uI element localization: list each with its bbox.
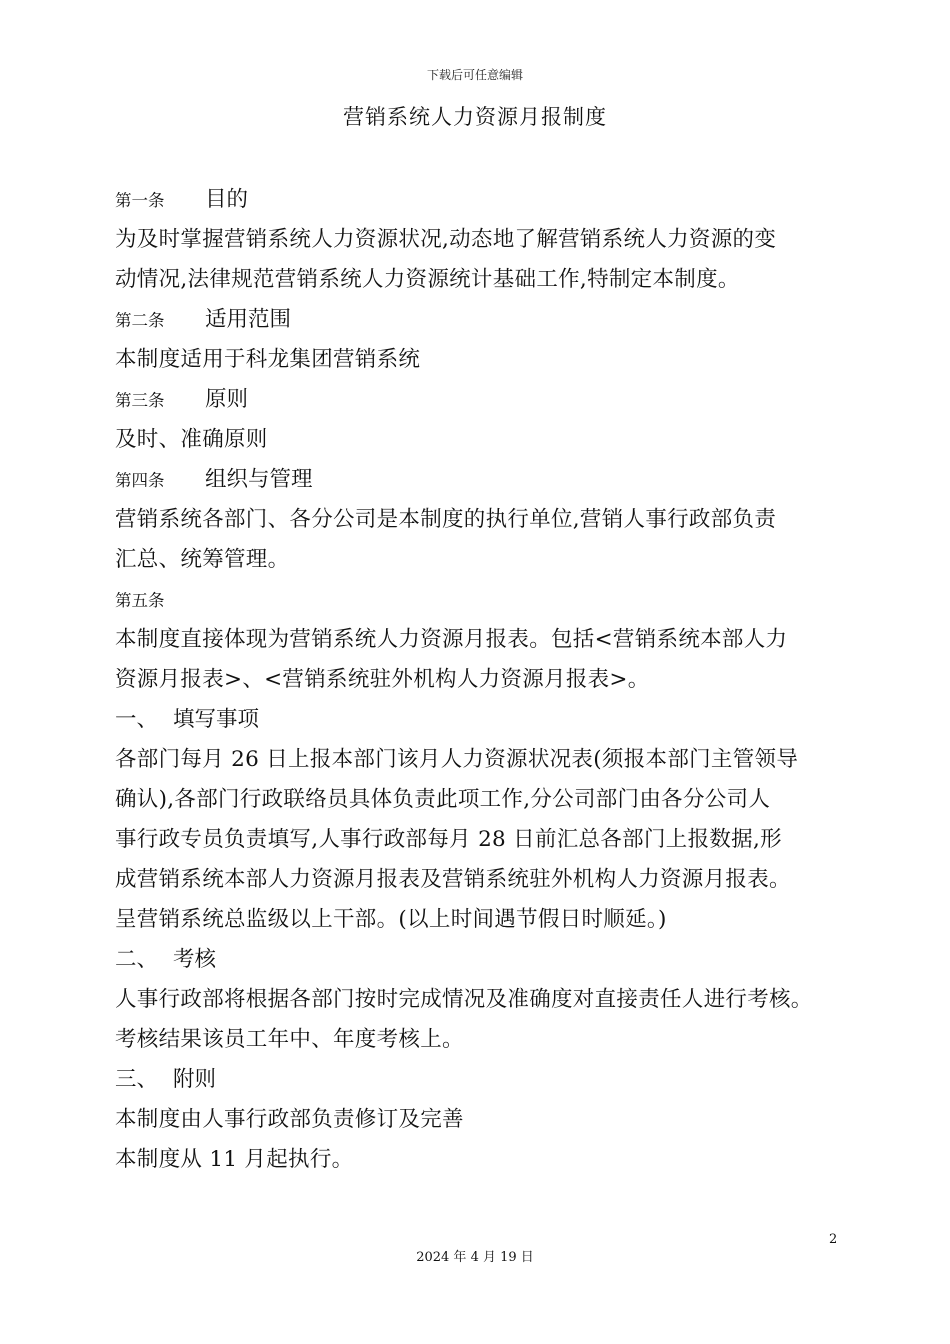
section-title: 附则 [173,1067,217,1092]
article-heading [115,180,845,220]
paragraph-line: 为及时掌握营销系统人力资源状况,动态地了解营销系统人力资源的变 [115,227,777,252]
paragraph-line: 本制度适用于科龙集团营销系统 [115,347,421,372]
article-title: 适用范围 [205,307,292,332]
paragraph-line: 本制度从 11 月起执行。 [115,1147,354,1172]
paragraph-line: 考核结果该员工年中、年度考核上。 [115,1027,464,1052]
article-number: 第四条 [115,471,165,490]
section-heading [115,700,845,740]
paragraph-line: 本制度由人事行政部负责修订及完善 [115,1107,464,1132]
section-heading [115,1060,845,1100]
article-heading [115,300,845,340]
footer-date: 2024 年 4 月 19 日 [416,1250,534,1265]
article-heading [115,380,845,420]
document-title: 营销系统人力资源月报制度 [343,105,607,129]
section-title: 考核 [173,947,217,972]
article-number: 第二条 [115,311,165,330]
article-number: 第五条 [115,591,165,610]
document-body [115,180,845,1180]
article-heading [115,460,845,500]
paragraph-line: 成营销系统本部人力资源月报表及营销系统驻外机构人力资源月报表。 [115,867,791,892]
section-number: 一、 [115,707,159,732]
paragraph-line: 各部门每月 26 日上报本部门该月人力资源状况表(须报本部门主管领导 [115,747,799,772]
section-heading [115,940,845,980]
article-title: 组织与管理 [205,467,313,492]
paragraph-line: 资源月报表>、<营销系统驻外机构人力资源月报表>。 [115,667,650,692]
article-title: 原则 [205,387,249,412]
page-number: 2 [829,1232,838,1247]
paragraph-line: 事行政专员负责填写,人事行政部每月 28 日前汇总各部门上报数据,形 [115,827,782,852]
paragraph-line: 呈营销系统总监级以上干部。(以上时间遇节假日时顺延。) [115,907,667,932]
article-number: 第三条 [115,391,165,410]
paragraph-line: 人事行政部将根据各部门按时完成情况及准确度对直接责任人进行考核。 [115,987,813,1012]
header-note: 下载后可任意编辑 [426,68,523,82]
paragraph-line: 营销系统各部门、各分公司是本制度的执行单位,营销人事行政部负责 [115,507,777,532]
section-number: 三、 [115,1067,159,1092]
article-title: 目的 [205,187,249,212]
paragraph-line: 汇总、统筹管理。 [115,547,290,572]
article-number: 第一条 [115,191,165,210]
paragraph-line: 及时、准确原则 [115,427,268,452]
article-heading [115,580,845,620]
paragraph-line: 确认),各部门行政联络员具体负责此项工作,分公司部门由各分公司人 [115,787,771,812]
section-number: 二、 [115,947,159,972]
paragraph-line: 本制度直接体现为营销系统人力资源月报表。包括<营销系统本部人力 [115,627,788,652]
section-title: 填写事项 [173,707,260,732]
paragraph-line: 动情况,法律规范营销系统人力资源统计基础工作,特制定本制度。 [115,267,740,292]
